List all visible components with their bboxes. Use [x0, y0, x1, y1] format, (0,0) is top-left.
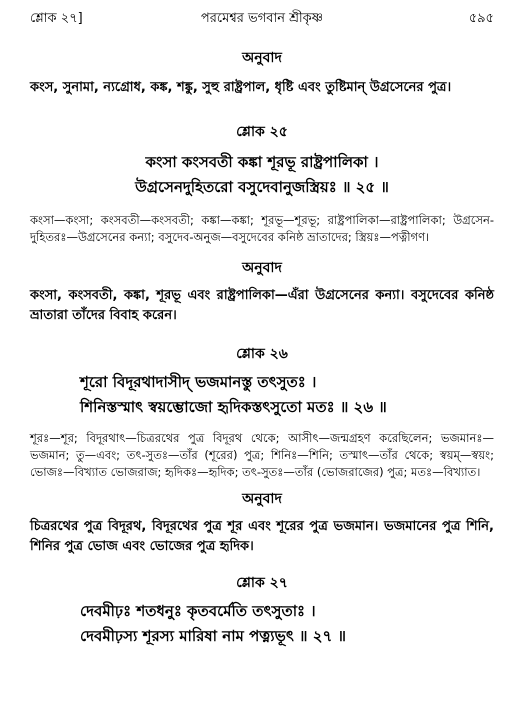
- verse-heading: শ্লোক ২৬: [236, 346, 288, 362]
- translation-text: কংস, সুনামা, ন্যগ্রোধ, কঙ্ক, শঙ্কু, সুহু রাষ্ট্রপাল, ধৃষ্টি এবং তুষ্টিমান্ উগ্রসেনের পুত্র।: [30, 80, 452, 95]
- verse-line: দেবমীঢ়ঃ শতধনুঃ কৃতবর্মেতি তৎসুতাঃ ।: [80, 602, 316, 620]
- verse-line: শিনিস্তস্মাৎ স্বয়ম্ভোজো হৃদিকস্তৎসুতো মতঃ ॥ ২৬ ॥: [80, 398, 387, 416]
- page-number: ৫৯৫: [468, 11, 494, 26]
- synonyms: কংসা—কংসা; কংসবতী—কংসবতী; কঙ্কা—কঙ্কা; শূরভূ—শূরভূ; রাষ্ট্রপালিকা—রাষ্ট্রপালিকা; উগ্রসেন-দুহিতরঃ—উগ্রসেনের কন্যা; বসুদেব-অনুজ—বসুদেবের কনিষ্ঠ ভ্রাতাদের; স্ত্রিয়ঃ—পত্নীগণ।: [30, 213, 494, 244]
- translation-text: চিত্ররথের পুত্র বিদূরথ, বিদূরথের পুত্র শূর এবং শূরের পুত্র ভজমান। ভজমানের পুত্র শিনি, শিনির পুত্র ভোজ এবং ভোজের পুত্র হৃদিক।: [30, 519, 494, 554]
- translation-heading: অনুবাদ: [242, 50, 282, 66]
- verse-line: দেবমীঢ়স্য শূরস্য মারিষা নাম পত্ন্যভূৎ ॥ ২৭ ॥: [80, 627, 346, 645]
- translation-text: কংসা, কংসবতী, কঙ্কা, শূরভূ এবং রাষ্ট্রপালিকা—এঁরা উগ্রসেনের কন্যা। বসুদেবের কনিষ্ঠ ভ্রাতারা তাঁদের বিবাহ করেন।: [30, 288, 494, 323]
- synonyms: শূরঃ—শূর; বিদূরথাৎ—চিত্ররথের পুত্র বিদূরথ থেকে; আসীৎ—জন্মগ্রহণ করেছিলেন; ভজমানঃ—ভজমান; তু—এবং; তৎ-সুতঃ—তাঁর (শূরের) পুত্র; শিনিঃ—শিনি; তস্মাৎ—তাঁর থেকে; স্বয়ম্—স্বয়ং; ভোজঃ—বিখ্যাত ভোজরাজ; হৃদিকঃ—হৃদিক; তৎ-সুতঃ—তাঁর (ভোজরাজের) পুত্র; মতঃ—বিখ্যাত।: [30, 431, 494, 479]
- running-title: পরমেশ্বর ভগবান শ্রীকৃষ্ণ: [200, 11, 324, 26]
- verse-heading: শ্লোক ২৭: [236, 575, 288, 591]
- verse-heading: শ্লোক ২৫: [236, 124, 288, 140]
- translation-heading: অনুবাদ: [242, 260, 282, 276]
- page-header: [30, 8, 494, 30]
- verse-line: শূরো বিদূরথাদাসীদ্ ভজমানস্তু তৎসুতঃ ।: [80, 373, 317, 391]
- verse-line: উগ্রসেনদুহিতরো বসুদেবানুজস্ত্রিয়ঃ ॥ ২৫ ॥: [135, 178, 389, 196]
- verse-reference: শ্লোক ২৭]: [30, 11, 83, 26]
- translation-heading: অনুবাদ: [242, 491, 282, 507]
- verse-line: কংসা কংসবতী কঙ্কা শূরভূ রাষ্ট্রপালিকা ।: [145, 153, 379, 171]
